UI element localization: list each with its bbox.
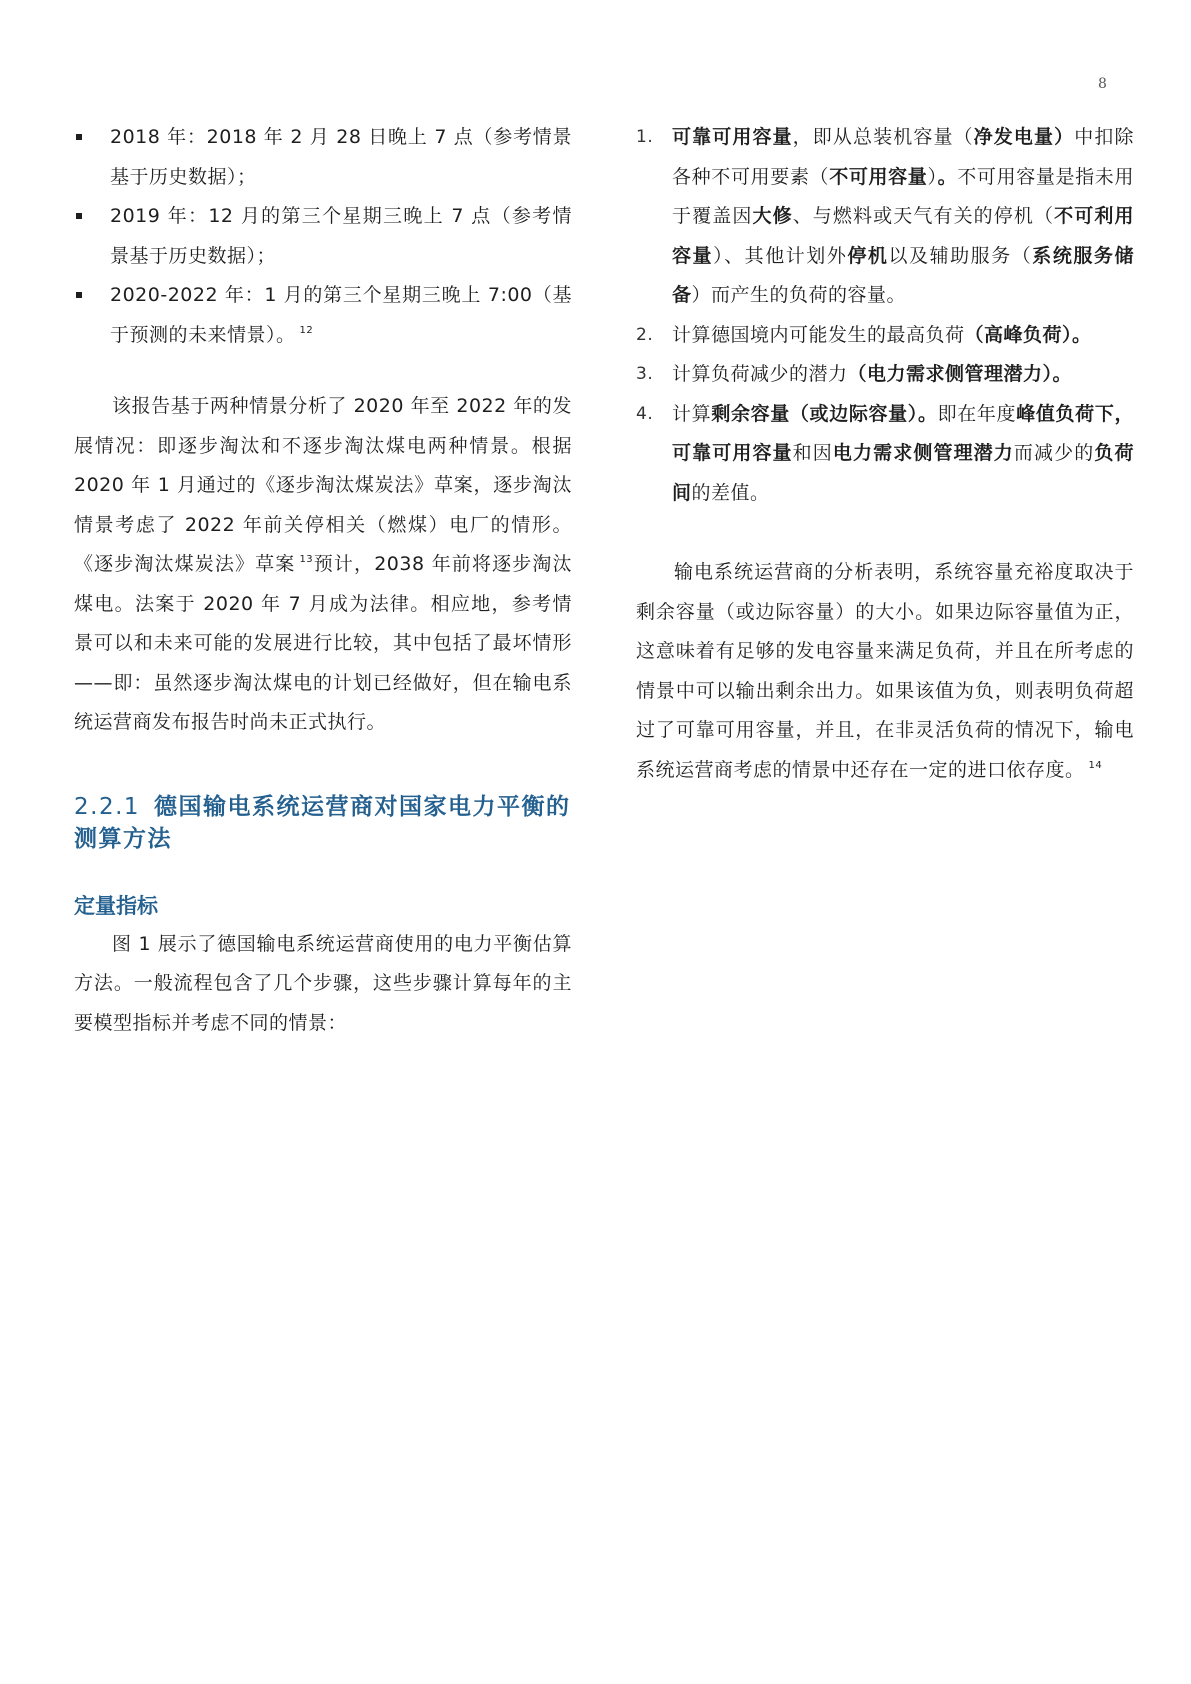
scenario-bullet-list bbox=[74, 118, 572, 355]
bullet-item: 2020-2022 年：1 月的第三个星期三晚上 7:00（基于预测的未来情景）。 $^{12}$ bbox=[74, 276, 572, 355]
step-text: 计算德国境内可能发生的最高负荷 bbox=[672, 323, 965, 346]
scenario-paragraph: 该报告基于两种情景分析了 2020 年至 2022 年的发展情况：即逐步淘汰和不逐步淘汰煤电两种情景。根据 2020 年 1 月通过的《逐步淘汰煤炭法》草案，逐步淘汰情景考虑了 2022 年前关停相关（燃煤）电厂的情形。《逐步淘汰煤炭法》草案 $^{13}$预计，2038 年前将逐步淘汰煤电。法案于 2020 年 7 月成为法律。相应地，参考情景可以和未来可能的发展进行比较，其中包括了最坏情形——即：虽然逐步淘汰煤电的计划已经做好，但在输电系统运营商发布报告时尚未正式执行。 bbox=[74, 395, 572, 733]
step-text: 计算负荷减少的潜力 bbox=[672, 363, 848, 385]
bold-term: 净发电量） bbox=[973, 126, 1075, 148]
step-text: 不可用容量是指未用于覆盖因 bbox=[672, 165, 1134, 227]
step-text: ）、其他计划外 bbox=[713, 244, 848, 267]
bold-term: 系统服务储备 bbox=[672, 244, 1134, 306]
analysis-paragraph: 输电系统运营商的分析表明，系统容量充裕度取决于剩余容量（或边际容量）的大小。如果边际容量值为正，这意味着有足够的发电容量来满足负荷，并且在所考虑的情景中可以输出剩余出力。如果该值为负，则表明负荷超过了可靠可用容量，并且，在非灵活负荷的情况下，输电系统运营商考虑的情景中还存在一定的进口依存度。 $^{14}$ bbox=[636, 561, 1134, 781]
subheading: 定量指标 bbox=[74, 893, 158, 918]
step-number: 2. bbox=[636, 324, 654, 345]
step-text: ，即从总装机容量（ bbox=[792, 126, 974, 148]
bold-term: 不可利用容量 bbox=[672, 205, 1134, 267]
section-heading bbox=[74, 791, 572, 855]
step-text: 中扣除各种不可用要素（ bbox=[672, 126, 1134, 188]
step-item bbox=[636, 355, 1134, 395]
square-bullet-icon bbox=[76, 292, 82, 298]
bold-term: 电力需求侧管理潜力 bbox=[832, 442, 1014, 464]
step-text: ） bbox=[927, 165, 938, 188]
step-text: ）而产生的负荷的容量。 bbox=[691, 284, 907, 306]
footnote-ref[interactable]: 12 bbox=[299, 324, 314, 336]
method-paragraph: 图 1 展示了德国输电系统运营商使用的电力平衡估算方法。一般流程包含了几个步骤，这些步骤计算每年的主要模型指标并考虑不同的情景： bbox=[74, 932, 572, 1034]
steps-list bbox=[636, 118, 1134, 513]
bullet-item: 2019 年：12 月的第三个星期三晚上 7 点（参考情景基于历史数据）； bbox=[74, 197, 572, 276]
step-text: 即在年度 bbox=[937, 402, 1017, 425]
step-text: 而减少的 bbox=[1013, 442, 1095, 464]
step-text: 的差值。 bbox=[691, 481, 770, 504]
left-column bbox=[74, 118, 572, 1043]
step-text: 、与燃料或天气有关的停机（ bbox=[792, 205, 1055, 227]
bold-term: （电力需求侧管理潜力）。 bbox=[847, 363, 1073, 385]
bold-term: 负荷间 bbox=[672, 442, 1134, 504]
footnote-ref[interactable]: 14 bbox=[1088, 759, 1103, 771]
section-number: 2.2.1 bbox=[74, 793, 141, 820]
bold-term: 峰值负荷下，可靠可用容量 bbox=[672, 402, 1134, 464]
bold-term: （高峰负荷）。 bbox=[964, 323, 1092, 346]
bullet-item: 2018 年：2018 年 2 月 28 日晚上 7 点（参考情景基于历史数据）； bbox=[74, 118, 572, 197]
square-bullet-icon bbox=[76, 134, 82, 140]
step-item bbox=[636, 118, 1134, 316]
bold-term: 大修 bbox=[752, 205, 793, 227]
step-item bbox=[636, 395, 1134, 514]
step-number: 1. bbox=[636, 127, 654, 147]
bold-term: 。 bbox=[937, 165, 958, 188]
square-bullet-icon bbox=[76, 213, 82, 219]
step-text: 和因 bbox=[792, 442, 833, 464]
footnote-ref[interactable]: 13 bbox=[299, 554, 314, 565]
bold-term: 剩余容量（或边际容量）。 bbox=[711, 402, 938, 425]
step-item bbox=[636, 316, 1134, 356]
right-column bbox=[636, 118, 1134, 790]
step-text: 以及辅助服务（ bbox=[888, 244, 1033, 267]
step-number: 4. bbox=[636, 403, 654, 424]
step-number: 3. bbox=[636, 364, 654, 384]
bold-term: 可靠可用容量 bbox=[672, 126, 793, 148]
bold-term: 停机 bbox=[847, 244, 889, 267]
bold-term: 不可用容量 bbox=[829, 165, 928, 188]
page-number: 8 bbox=[1098, 76, 1107, 92]
step-text: 计算 bbox=[672, 402, 712, 425]
section-title: 德国输电系统运营商对国家电力平衡的测算方法 bbox=[74, 793, 571, 852]
